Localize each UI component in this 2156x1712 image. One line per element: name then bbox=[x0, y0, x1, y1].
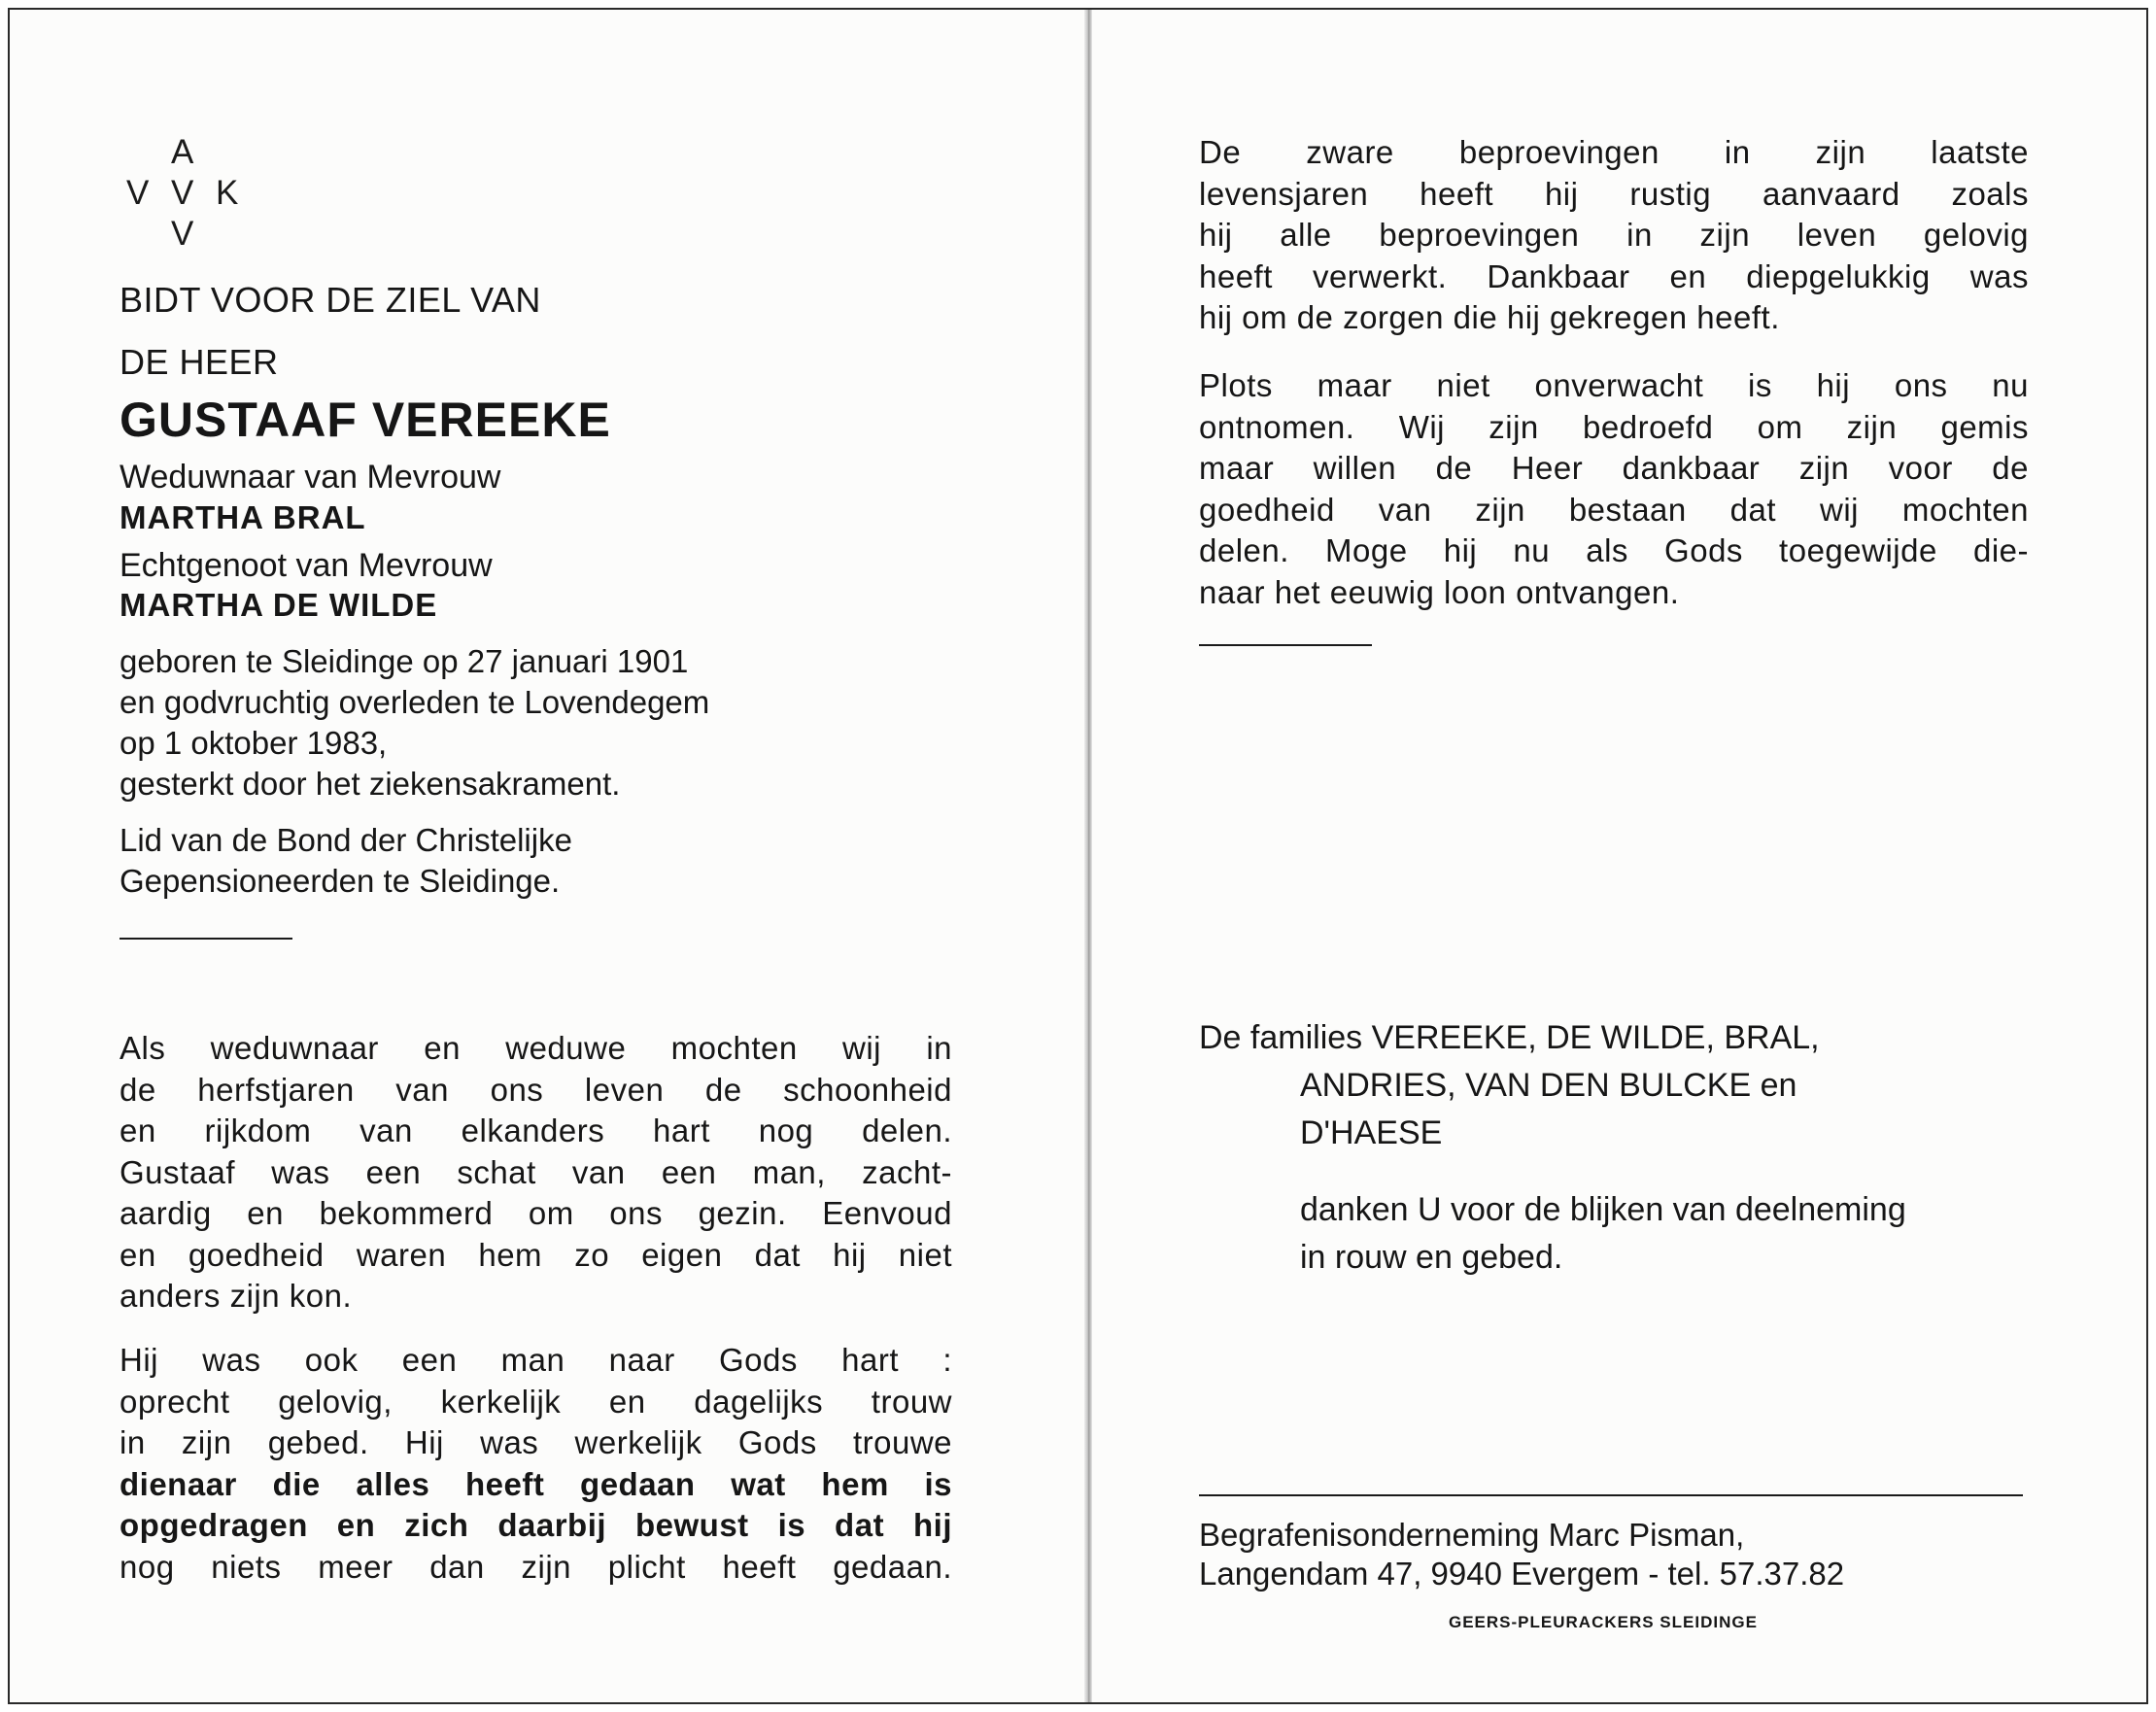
monogram-letter: V bbox=[171, 174, 194, 212]
text-line: in zijn gebed. Hij was werkelijk Gods trouwe bbox=[120, 1424, 952, 1460]
text-line: delen. Moge hij nu als Gods toegewijde die- bbox=[1199, 532, 2029, 568]
funeral-director-line: Langendam 47, 9940 Evergem - tel. 57.37.82 bbox=[1199, 1556, 1845, 1592]
text-line: anders zijn kon. bbox=[120, 1278, 353, 1314]
fact-line: gesterkt door het ziekensakrament. bbox=[120, 766, 621, 802]
text-line: nog niets meer dan zijn plicht heeft gedaan. bbox=[120, 1548, 952, 1585]
fact-line: en godvruchtig overleden te Lovendegem bbox=[120, 684, 710, 720]
text-line: heeft verwerkt. Dankbaar en diepgelukkig was bbox=[1199, 257, 2029, 294]
right-paragraph-1 bbox=[1199, 132, 2029, 339]
prayer-intro: BIDT VOOR DE ZIEL VAN bbox=[120, 280, 541, 320]
fact-line: geboren te Sleidinge op 27 januari 1901 bbox=[120, 643, 689, 679]
footer-divider bbox=[1199, 1494, 2023, 1496]
funeral-director-line: Begrafenisonderneming Marc Pisman, bbox=[1199, 1517, 1745, 1553]
families-line: D'HAESE bbox=[1300, 1114, 1443, 1151]
second-spouse-name: MARTHA DE WILDE bbox=[120, 587, 438, 623]
right-panel bbox=[1090, 10, 2146, 1702]
thanks bbox=[1300, 1186, 1906, 1282]
relation-husband: Echtgenoot van Mevrouw bbox=[120, 547, 493, 584]
text-line: naar het eeuwig loon ontvangen. bbox=[1199, 573, 1680, 610]
funeral-director bbox=[1199, 1516, 1844, 1593]
text-line: ontnomen. Wij zijn bedroefd om zijn gemis bbox=[1199, 408, 2029, 445]
text-line: de herfstjaren van ons leven de schoonheid bbox=[120, 1071, 952, 1108]
honorific: DE HEER bbox=[120, 342, 279, 382]
left-paragraph-1 bbox=[120, 1028, 952, 1318]
fact-line: op 1 oktober 1983, bbox=[120, 725, 388, 761]
text-line: opgedragen en zich daarbij bewust is dat hij bbox=[120, 1507, 952, 1543]
families-line: De families VEREEKE, DE WILDE, BRAL, bbox=[1199, 1019, 1820, 1056]
text-line: levensjaren heeft hij rustig aanvaard zoals bbox=[1199, 175, 2029, 212]
text-line: hij alle beproevingen in zijn leven gelovig bbox=[1199, 217, 2029, 253]
monogram-letter: A bbox=[171, 133, 194, 171]
life-facts bbox=[120, 641, 709, 805]
text-line: De zware beproevingen in zijn laatste bbox=[1199, 134, 2029, 170]
first-spouse-name: MARTHA BRAL bbox=[120, 499, 366, 535]
monogram-letter: V bbox=[171, 215, 194, 253]
text-line: Gustaaf was een schat van een man, zacht- bbox=[120, 1153, 952, 1190]
right-paragraph-2 bbox=[1199, 365, 2029, 613]
text-line: aardig en bekommerd om ons gezin. Eenvoud bbox=[120, 1195, 952, 1231]
text-line: dienaar die alles heeft gedaan wat hem is bbox=[120, 1465, 952, 1502]
membership-line: Lid van de Bond der Christelijke bbox=[120, 822, 572, 858]
text-line: Plots maar niet onverwacht is hij ons nu bbox=[1199, 367, 2029, 403]
monogram-letter: V bbox=[126, 174, 150, 212]
text-line: Als weduwnaar en weduwe mochten wij in bbox=[120, 1030, 952, 1066]
text-line: Hij was ook een man naar Gods hart : bbox=[120, 1342, 952, 1378]
text-line: en rijkdom van elkanders hart nog delen. bbox=[120, 1113, 952, 1148]
monogram-letter: K bbox=[216, 174, 239, 212]
left-paragraph-2 bbox=[120, 1340, 952, 1588]
left-panel bbox=[10, 10, 1086, 1702]
divider bbox=[120, 938, 292, 940]
text-line: maar willen de Heer dankbaar zijn voor de bbox=[1199, 450, 2029, 486]
text-line: hij om de zorgen die hij gekregen heeft. bbox=[1199, 299, 1780, 335]
text-line: en goedheid waren hem zo eigen dat hij niet bbox=[120, 1236, 952, 1273]
divider bbox=[1199, 644, 1372, 646]
printer-credit: GEERS-PLEURACKERS SLEIDINGE bbox=[1449, 1613, 1758, 1631]
relation-widower: Weduwnaar van Mevrouw bbox=[120, 459, 501, 496]
text-line: goedheid van zijn bestaan dat wij mochten bbox=[1199, 491, 2029, 528]
thanks-line: danken U voor de blijken van deelneming bbox=[1300, 1191, 1906, 1228]
thanks-line: in rouw en gebed. bbox=[1300, 1239, 1563, 1276]
membership bbox=[120, 820, 572, 902]
deceased-name: GUSTAAF VEREEKE bbox=[120, 393, 611, 447]
membership-line: Gepensioneerden te Sleidinge. bbox=[120, 863, 561, 899]
families bbox=[1199, 1014, 1820, 1157]
families-line: ANDRIES, VAN DEN BULCKE en bbox=[1300, 1067, 1797, 1104]
memorial-card bbox=[8, 8, 2148, 1704]
text-line: oprecht gelovig, kerkelijk en dagelijks trouw bbox=[120, 1383, 952, 1420]
